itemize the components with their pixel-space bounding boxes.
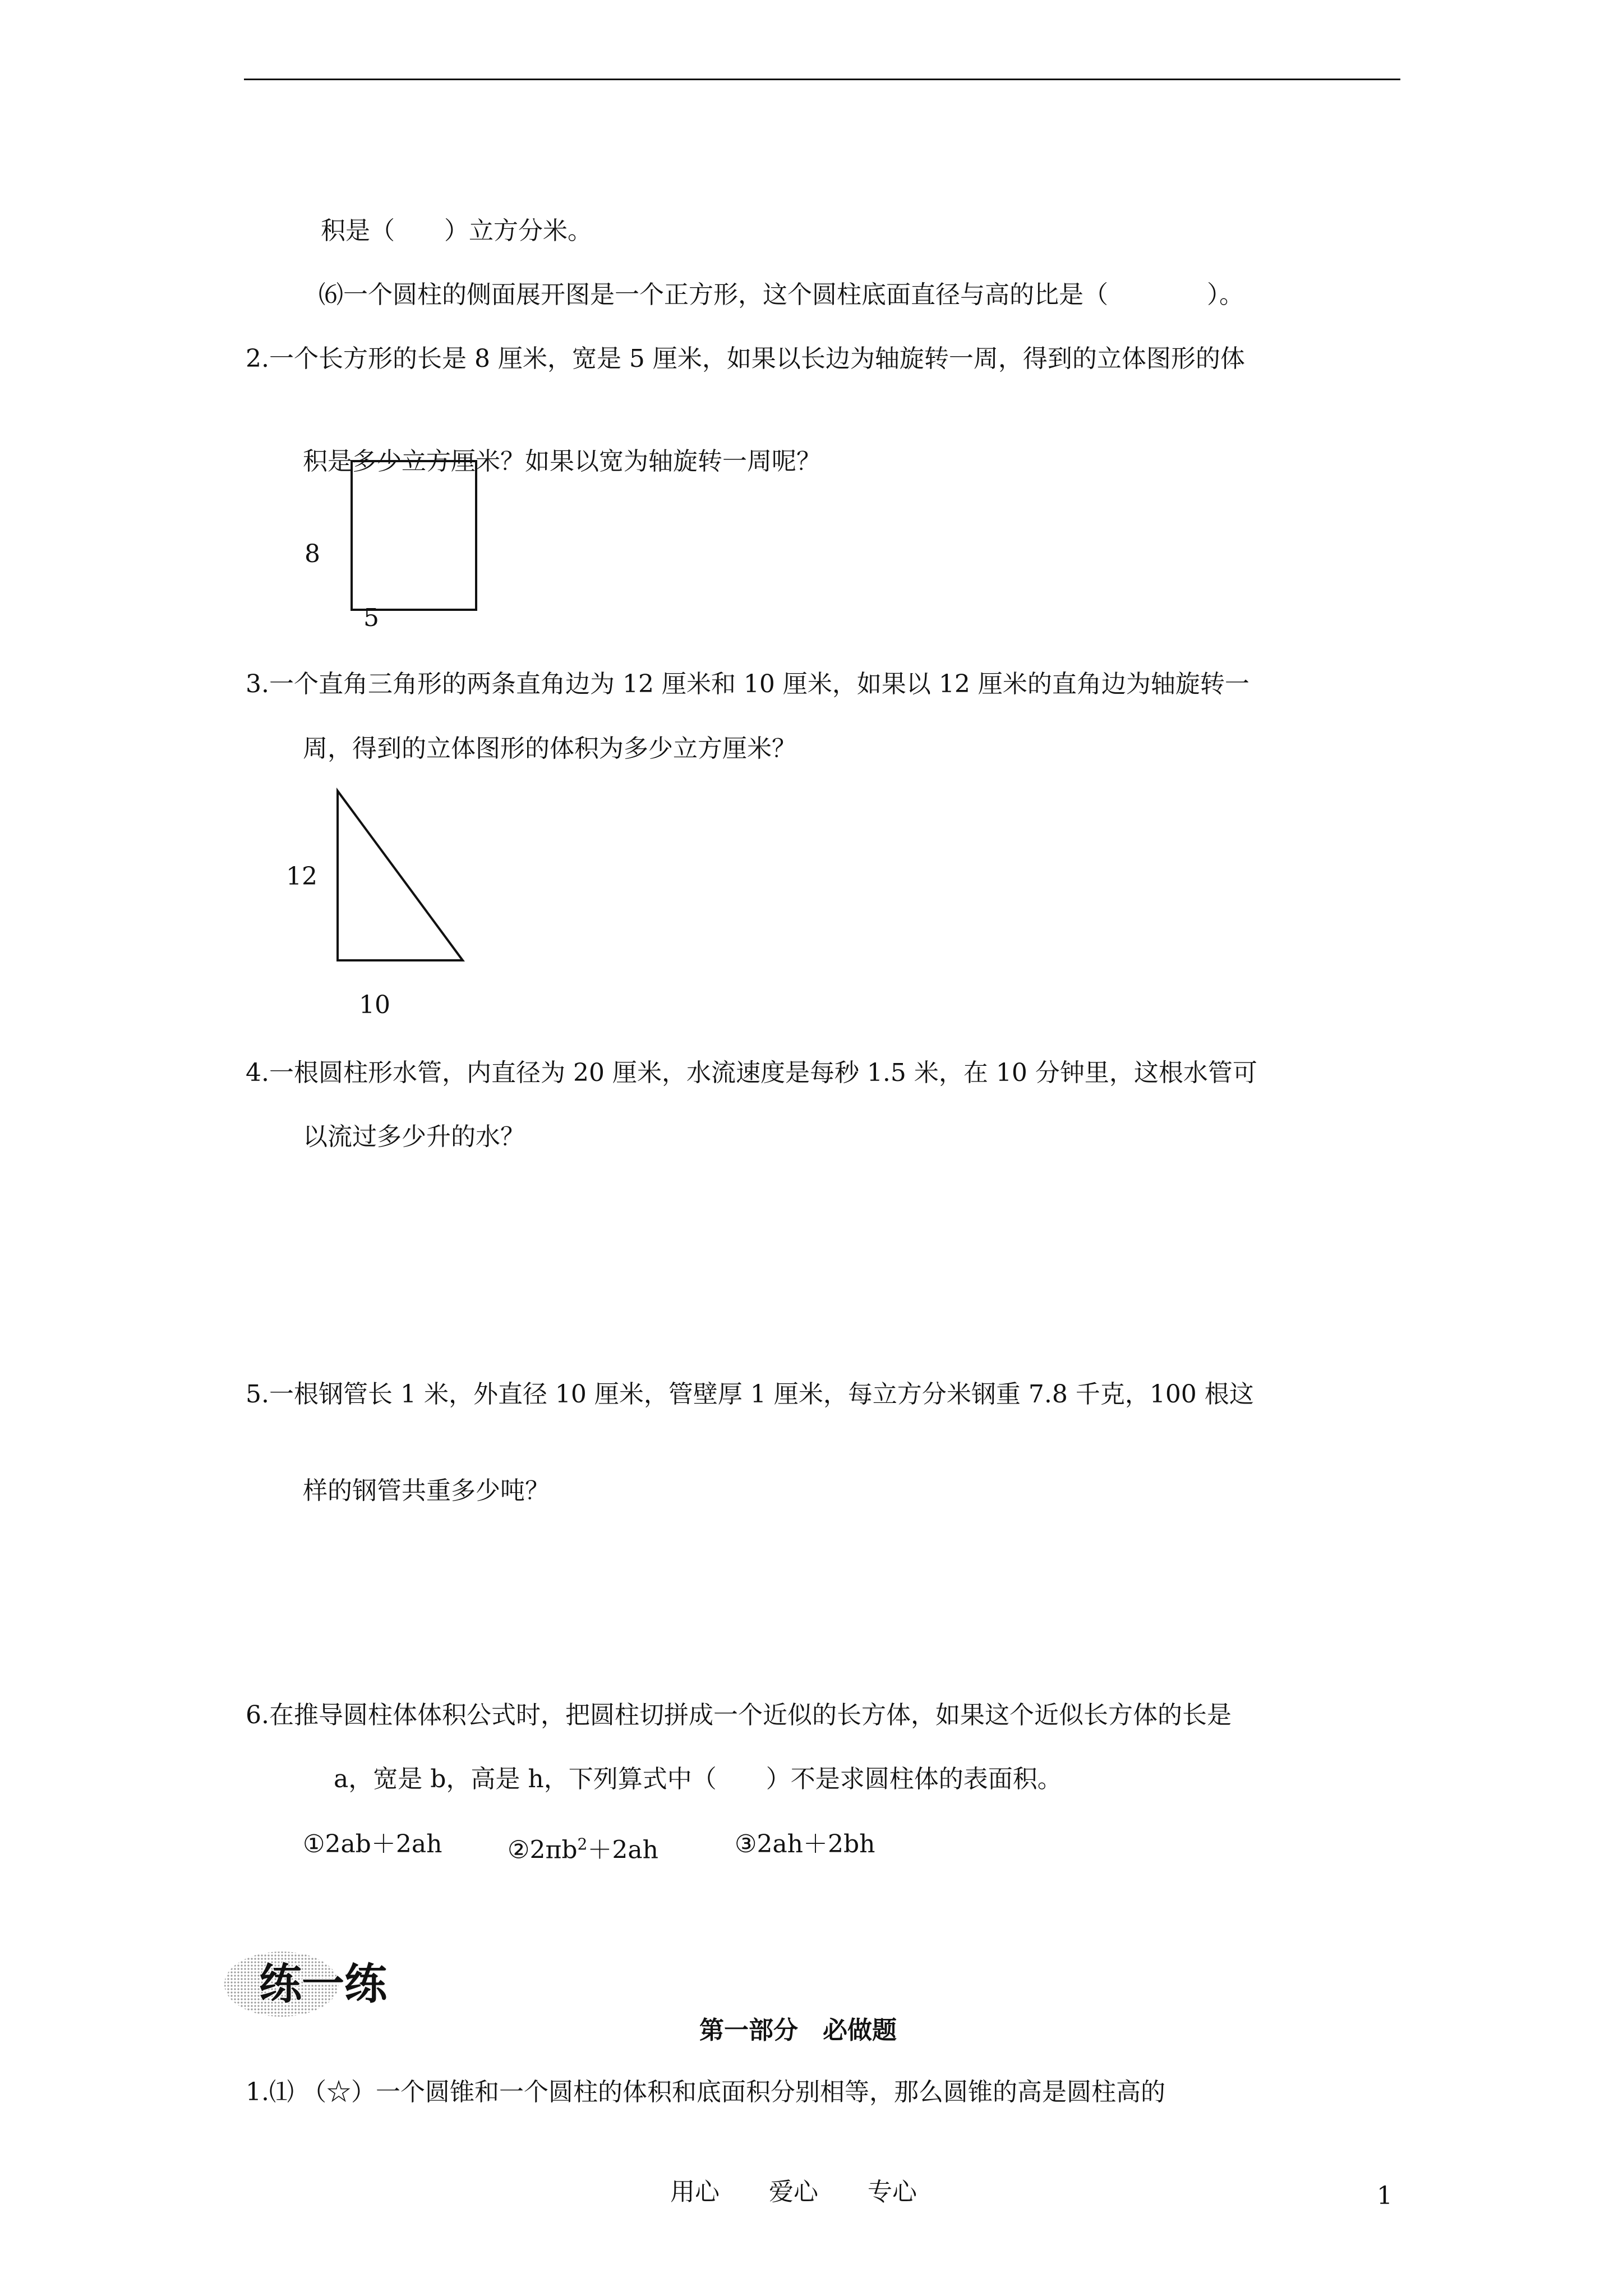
question-5: 5.一根钢管长 1 米，外直径 10 厘米，管壁厚 1 厘米，每立方分米钢重 7.8 千克，100 根这 (246, 1380, 1254, 1409)
question-4-continued: 以流过多少升的水？ (303, 1122, 525, 1151)
triangle-base-label: 10 (359, 991, 390, 1019)
rectangle-height-label: 8 (305, 540, 320, 568)
option-2-base: ②2πb (508, 1835, 578, 1865)
option-1: ①2ab＋2ah (303, 1830, 442, 1858)
practice-badge (220, 1944, 422, 2022)
question-3: 3.一个直角三角形的两条直角边为 12 厘米和 10 厘米，如果以 12 厘米的直角边为轴旋转一 (246, 670, 1249, 698)
question-4: 4.一根圆柱形水管，内直径为 20 厘米，水流速度是每秒 1.5 米，在 10 分钟里，这根水管可 (246, 1059, 1257, 1087)
question-6-continued: a，宽是 b，高是 h，下列算式中（ ）不是求圆柱体的表面积。 (334, 1765, 1062, 1793)
question-6: 6.在推导圆柱体体积公式时，把圆柱切拼成一个近似的长方体，如果这个近似长方体的长是 (246, 1701, 1232, 1729)
section-title: 第一部分 必做题 (699, 2016, 897, 2045)
option-2-rest: ＋2ah (587, 1835, 658, 1865)
rectangle-figure (292, 449, 516, 639)
triangle-shape (338, 791, 463, 960)
option-2 (508, 1828, 658, 1867)
badge-text: 练一练 (259, 1959, 387, 2009)
rectangle-width-label: 5 (363, 604, 379, 632)
footer-motto: 用心 爱心 专心 (670, 2178, 917, 2206)
header-rule (244, 79, 1400, 80)
question-5-continued: 样的钢管共重多少吨？ (303, 1476, 550, 1505)
page-number: 1 (1377, 2182, 1393, 2210)
question-2-continued: 积是多少立方厘米？如果以宽为轴旋转一周呢？ (303, 447, 821, 476)
triangle-figure (314, 780, 482, 982)
option-3: ③2ah＋2bh (735, 1830, 875, 1858)
line-answer-volume: 积是（ ）立方分米。 (321, 217, 592, 245)
triangle-height-label: 12 (286, 862, 317, 891)
option-2-exponent: 2 (577, 1835, 588, 1853)
section-question-1: 1.⑴ （☆）一个圆锥和一个圆柱的体积和底面积分别相等，那么圆锥的高是圆柱高的 (246, 2078, 1165, 2106)
rectangle-shape (352, 461, 476, 610)
question-1-6: ⑹一个圆柱的侧面展开图是一个正方形，这个圆柱底面直径与高的比是（ ）。 (319, 280, 1244, 309)
question-3-continued: 周，得到的立体图形的体积为多少立方厘米？ (303, 734, 796, 763)
question-2: 2.一个长方形的长是 8 厘米，宽是 5 厘米，如果以长边为轴旋转一周，得到的立体图形的体 (246, 344, 1245, 373)
